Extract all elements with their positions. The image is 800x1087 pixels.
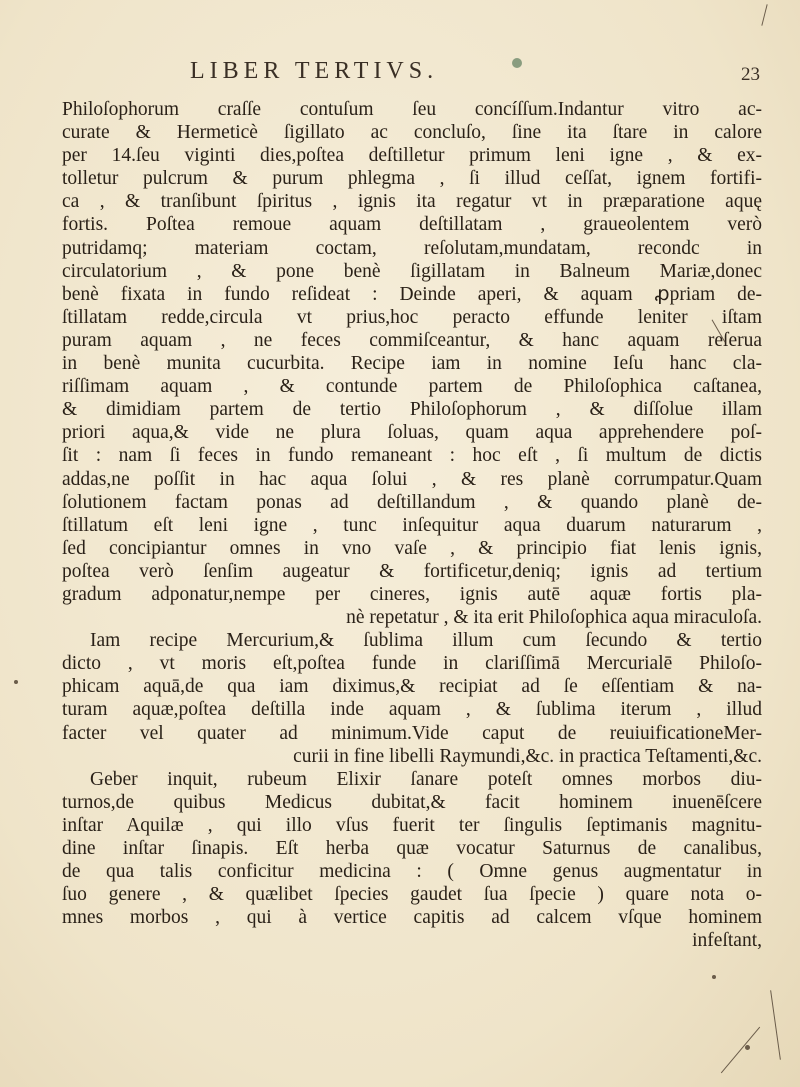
ornament-dot bbox=[512, 58, 522, 68]
text-line: poſtea verò ſenſim augeatur & fortificetur,deniq; ignis ad tertium bbox=[62, 560, 762, 582]
text-line: in benè munita cucurbita. Recipe iam in nomine Ieſu hanc cla- bbox=[62, 353, 762, 375]
text-line: benè fixata in fundo reſideat : Deinde aperi, & aquam ꝓpriam de- bbox=[62, 283, 762, 305]
text-line: dicto , vt moris eſt,poſtea funde in clariſſimā Mercurialē Philoſo- bbox=[62, 653, 762, 675]
text-line: curii in fine libelli Raymundi,&c. in practica Teſtamenti,&c. bbox=[293, 745, 762, 767]
ink-speck bbox=[14, 680, 18, 684]
text-line: tolletur pulcrum & purum phlegma , ſi illud ceſſat, ignem fortifi- bbox=[62, 168, 762, 190]
text-line: ſtillatum eſt leni igne , tunc inſequitur aqua duarum naturarum , bbox=[62, 514, 762, 536]
text-line: facter vel quater ad minimum.Vide caput de reuiuificationeMer- bbox=[62, 722, 762, 744]
text-line: phicam aquā,de qua iam diximus,& recipiat ad ſe eſſentiam & na- bbox=[62, 676, 762, 698]
margin-mark bbox=[761, 4, 767, 26]
margin-mark bbox=[770, 990, 781, 1059]
page-header bbox=[190, 56, 760, 96]
ink-speck bbox=[712, 975, 716, 979]
text-line: dine inſtar ſinapis. Eſt herba quæ vocatur Saturnus de canalibus, bbox=[62, 838, 762, 859]
body-text bbox=[62, 98, 762, 952]
text-line: Iam recipe Mercurium,& ſublima illum cum ſecundo & tertio bbox=[90, 630, 762, 652]
text-line: turam aquæ,poſtea deſtilla inde aquam , & ſublima iterum , illud bbox=[62, 699, 762, 721]
text-line: ca , & tranſibunt ſpiritus , ignis ita regatur vt in præparatione aquę bbox=[62, 191, 762, 213]
text-line: ſuo genere , & quælibet ſpecies gaudet ſua ſpecie ) quare nota o- bbox=[62, 884, 762, 906]
page-number: 23 bbox=[741, 64, 760, 85]
text-line: Philoſophorum craſſe contuſum ſeu concíſſum.Indantur vitro ac- bbox=[62, 99, 762, 120]
text-line: ſtillatam redde,circula vt prius,hoc peracto effunde leniter iſtam bbox=[62, 306, 762, 328]
text-line: addas,ne poſſit in hac aqua ſolui , & res planè corrumpatur.Quam bbox=[62, 468, 762, 490]
text-line: riſſimam aquam , & contunde partem de Philoſophica caſtanea, bbox=[62, 376, 762, 398]
text-line: ſed concipiantur omnes in vno vaſe , & principio fiat lenis ignis, bbox=[62, 537, 762, 559]
text-line: ſolutionem factam ponas ad deſtillandum , & quando planè de- bbox=[62, 491, 762, 513]
text-line: mnes morbos , qui à vertice capitis ad calcem vſque hominem bbox=[62, 907, 762, 929]
text-line: priori aqua,& vide ne plura ſoluas, quam aqua apprehendere poſ- bbox=[62, 422, 762, 444]
text-line: Geber inquit, rubeum Elixir ſanare poteſt omnes morbos diu- bbox=[90, 768, 762, 790]
margin-mark bbox=[721, 1027, 760, 1074]
ink-speck bbox=[745, 1045, 750, 1050]
text-line: per 14.ſeu viginti dies,poſtea deſtilletur primum leni igne , & ex- bbox=[62, 145, 762, 167]
running-head: LIBER TERTIVS. bbox=[190, 58, 439, 84]
text-line: nè repetatur , & ita erit Philoſophica aqua miraculoſa. bbox=[346, 607, 762, 629]
text-line: & dimidiam partem de tertio Philoſophorum , & diſſolue illam bbox=[62, 399, 762, 421]
catchword: infeſtant, bbox=[692, 930, 762, 952]
text-line: ſit : nam ſi feces in fundo remaneant : hoc eſt , ſi multum de dictis bbox=[62, 445, 762, 467]
text-line: inſtar Aquilæ , qui illo vſus fuerit ter ſingulis ſeptimanis magnitu- bbox=[62, 814, 762, 836]
text-line: circulatorium , & pone benè ſigillatam in Balneum Mariæ,donec bbox=[62, 260, 762, 282]
text-line: turnos,de quibus Medicus dubitat,& facit hominem inuenēſcere bbox=[62, 791, 762, 813]
text-line: puram aquam , ne feces commiſceantur, & hanc aquam reſerua bbox=[62, 329, 762, 351]
text-line: putridamq; materiam coctam, reſolutam,mundatam, recondc in bbox=[62, 237, 762, 259]
text-line: fortis. Poſtea remoue aquam deſtillatam , graueolentem verò bbox=[62, 214, 762, 236]
text-line: de qua talis conficitur medicina : ( Omne genus augmentatur in bbox=[62, 861, 762, 883]
text-line: curate & Hermeticè ſigillato ac concluſo, ſine ita ſtare in calore bbox=[62, 122, 762, 144]
text-line: gradum adponatur,nempe per cineres, ignis autē aquæ fortis pla- bbox=[62, 583, 762, 605]
